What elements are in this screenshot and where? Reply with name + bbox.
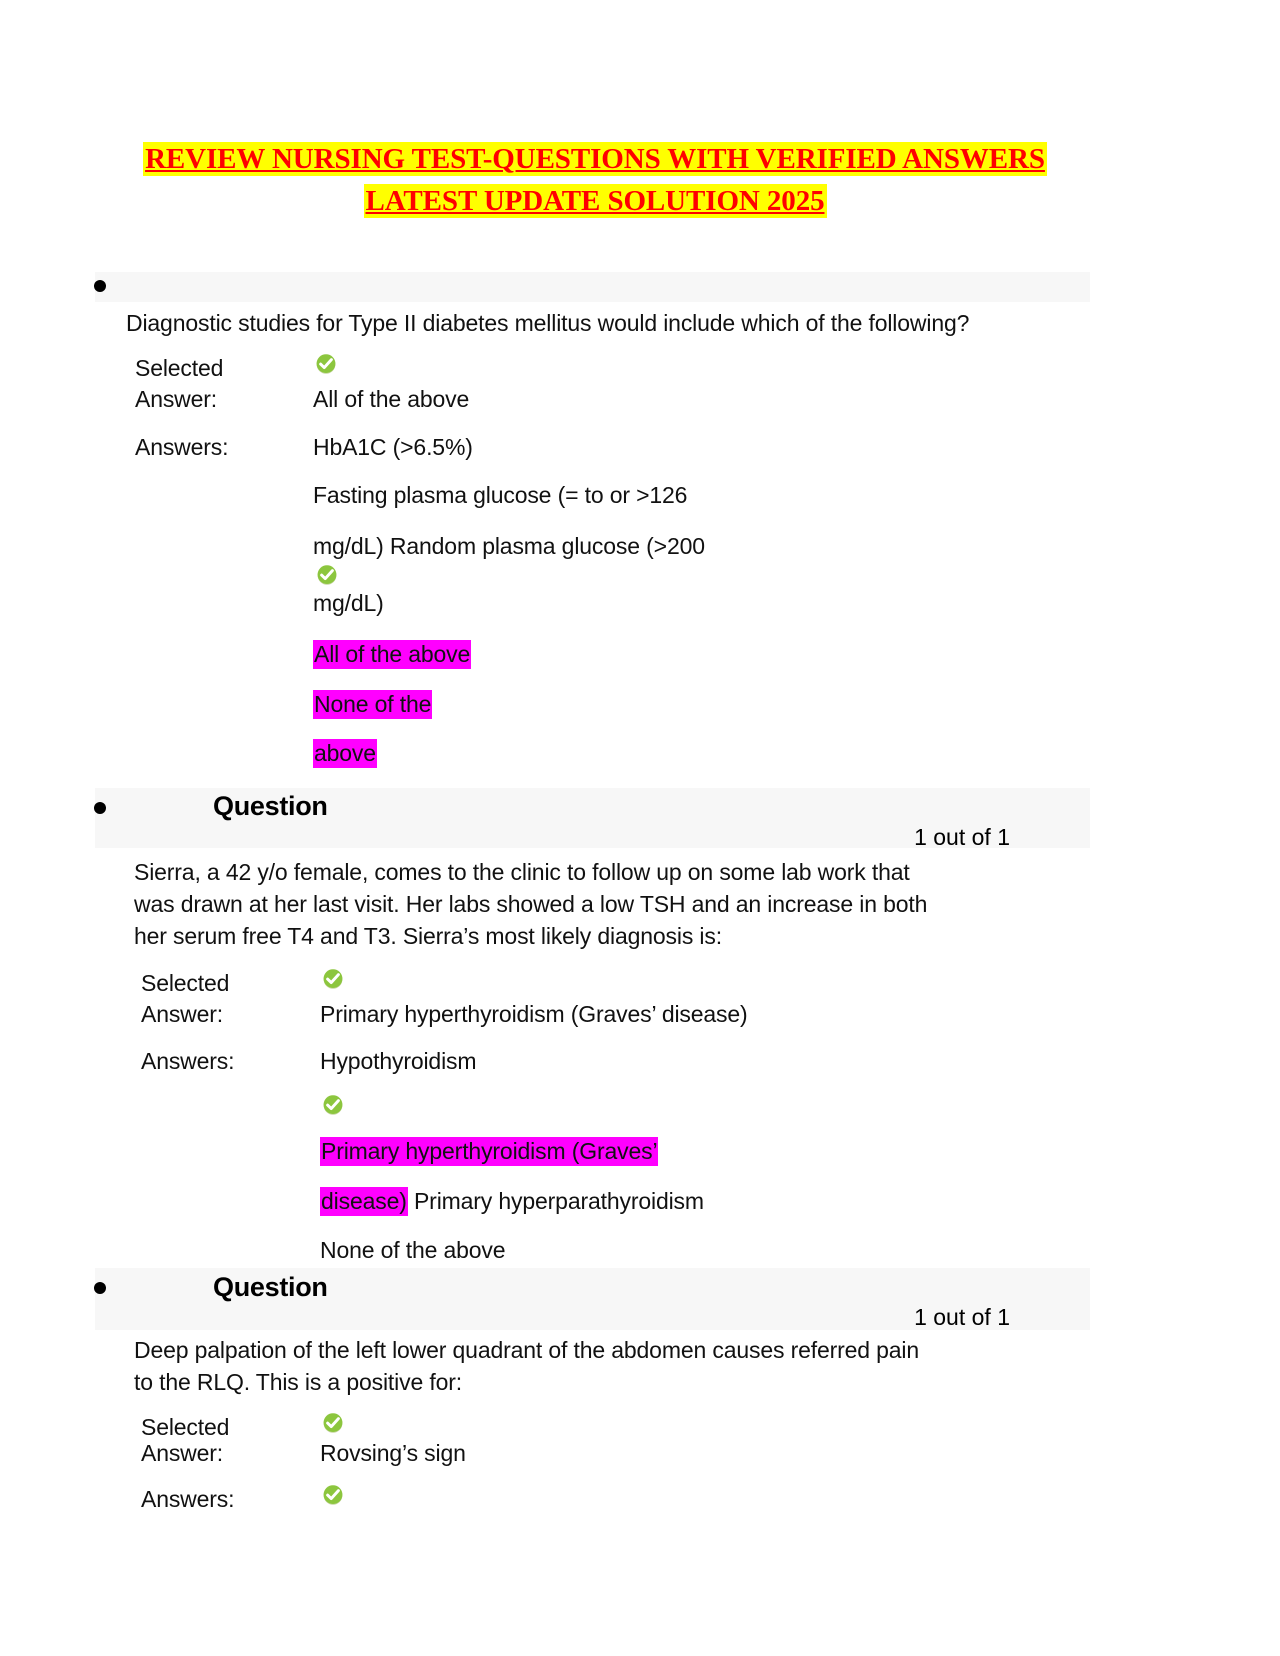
question-3-selected-answer: Rovsing’s sign: [320, 1440, 466, 1466]
question-2-option-1: [320, 1136, 658, 1167]
question-2-selected-label-line1: Selected: [141, 970, 230, 996]
correct-check-icon: [316, 564, 338, 586]
question-2-score: 1 out of 1: [914, 824, 1010, 850]
question-3-heading: Question: [213, 1272, 328, 1302]
question-1-option-4: [313, 639, 471, 670]
title-line-1-text: REVIEW NURSING TEST-QUESTIONS WITH VERIFIED ANSWERS: [145, 143, 1045, 175]
question-2-option-2-row: [320, 1186, 704, 1217]
correct-check-icon: [322, 1094, 344, 1116]
page-title: [95, 138, 1095, 222]
question-1-prompt: Diagnostic studies for Type II diabetes mellitus would include which of the following?: [126, 310, 970, 336]
question-1-option-6: [313, 738, 377, 769]
question-2-answers-label: Answers:: [141, 1048, 235, 1074]
question-1-option-4-text: All of the above: [314, 641, 471, 667]
question-2-option-3-text: Primary hyperparathyroidism: [407, 1188, 704, 1214]
question-3-selected-label-line2: Answer:: [141, 1440, 224, 1466]
question-1-option-3: mg/dL): [313, 590, 384, 616]
question-2-option-4: None of the above: [320, 1237, 506, 1263]
question-2-option-1-text: Primary hyperthyroidism (Graves’: [321, 1138, 658, 1164]
question-3-prompt-line-2: to the RLQ. This is a positive for:: [134, 1369, 462, 1395]
question-3-answers-label: Answers:: [141, 1486, 235, 1512]
question-3-bullet: [94, 1282, 106, 1294]
question-3-score: 1 out of 1: [914, 1304, 1010, 1330]
question-1-option-5-text: None of the: [314, 691, 432, 717]
correct-check-icon: [322, 1484, 344, 1506]
question-2-prompt-line-1: Sierra, a 42 y/o female, comes to the clinic to follow up on some lab work that: [134, 859, 910, 885]
correct-check-icon: [322, 968, 344, 990]
question-1-option-2: mg/dL) Random plasma glucose (>200: [313, 533, 705, 559]
question-1-option-6-text: above: [314, 740, 376, 766]
question-1-header-bar: [95, 272, 1090, 302]
question-1-option-0: HbA1C (>6.5%): [313, 434, 473, 460]
question-1-answers-label: Answers:: [135, 434, 229, 460]
question-1-option-5: [313, 689, 432, 720]
question-2-option-2-text: disease): [321, 1188, 407, 1214]
question-2-prompt-line-3: her serum free T4 and T3. Sierra’s most likely diagnosis is:: [134, 923, 722, 949]
question-3-prompt-line-1: Deep palpation of the left lower quadrant of the abdomen causes referred pain: [134, 1337, 920, 1363]
title-line-2: [95, 180, 1095, 222]
question-2-selected-label-line2: Answer:: [141, 1001, 224, 1027]
question-2-bullet: [94, 802, 106, 814]
question-2-option-0: Hypothyroidism: [320, 1048, 477, 1074]
question-3-selected-label-line1: Selected: [141, 1414, 230, 1440]
correct-check-icon: [322, 1412, 344, 1434]
correct-check-icon: [315, 353, 337, 375]
question-1-option-1: Fasting plasma glucose (= to or >126: [313, 482, 688, 508]
question-1-bullet: [94, 280, 106, 292]
question-2-heading: Question: [213, 791, 328, 821]
question-2-prompt-line-2: was drawn at her last visit. Her labs showed a low TSH and an increase in both: [134, 891, 928, 917]
title-line-2-text: LATEST UPDATE SOLUTION 2025: [365, 185, 825, 217]
question-2-selected-answer: Primary hyperthyroidism (Graves’ disease): [320, 1001, 748, 1027]
question-1-selected-label-line1: Selected: [135, 355, 224, 381]
title-line-1: [95, 138, 1095, 180]
question-1-selected-answer: All of the above: [313, 386, 470, 412]
question-1-selected-label-line2: Answer:: [135, 386, 218, 412]
